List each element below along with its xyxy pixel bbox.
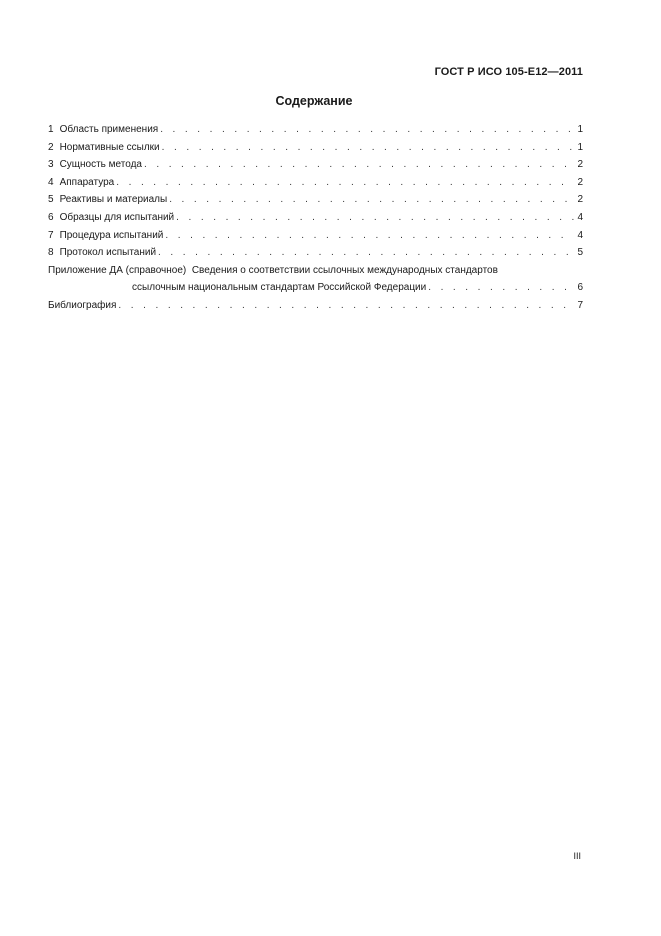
toc-entry-page: 2 <box>577 194 583 206</box>
toc-entry-title: Аппаратура <box>59 176 115 188</box>
toc-entry-title: Образцы для испытаний <box>59 211 175 223</box>
toc-entry-number: 7 <box>48 229 54 241</box>
toc-entry-number: 4 <box>48 176 54 188</box>
toc-entry[interactable] <box>48 174 583 192</box>
toc-entry-title: Сущность метода <box>59 159 142 171</box>
toc-entry-number: 5 <box>48 194 54 206</box>
standard-code-header: ГОСТ Р ИСО 105-Е12—2011 <box>434 66 583 78</box>
toc-entry-number: 6 <box>48 211 54 223</box>
toc-entry-page: 4 <box>577 211 583 223</box>
toc-entry[interactable] <box>48 156 583 174</box>
dot-leader <box>158 244 574 262</box>
bibliography-title: Библиография <box>48 299 117 311</box>
toc-annex-entry-continued[interactable] <box>48 279 583 297</box>
toc-bibliography-entry[interactable] <box>48 297 583 315</box>
toc-entry-title: Протокол испытаний <box>59 247 157 259</box>
toc-entry-page: 1 <box>577 141 583 153</box>
toc-entry[interactable] <box>48 121 583 139</box>
annex-title-line2: ссылочным национальным стандартам Российской Федерации <box>132 282 427 294</box>
dot-leader <box>162 139 575 157</box>
toc-title: Содержание <box>275 94 353 108</box>
annex-title-line1: Сведения о соответствии ссылочных международных стандартов <box>191 264 498 276</box>
toc-entry-title: Нормативные ссылки <box>59 141 160 153</box>
toc-annex-entry[interactable] <box>48 262 583 280</box>
toc-entry-page: 7 <box>577 299 583 311</box>
toc-entry-page: 4 <box>577 229 583 241</box>
dot-leader <box>169 191 574 209</box>
dot-leader <box>160 121 574 139</box>
dot-leader <box>165 227 574 245</box>
toc-entry-number: 2 <box>48 141 54 153</box>
dot-leader <box>176 209 574 227</box>
toc-entry[interactable] <box>48 244 583 262</box>
toc-entry-page: 2 <box>577 159 583 171</box>
toc-entry-page: 5 <box>577 247 583 259</box>
dot-leader <box>118 297 574 315</box>
toc-entry-title: Процедура испытаний <box>59 229 164 241</box>
toc-entry-title: Область применения <box>59 124 159 135</box>
toc-entry[interactable] <box>48 139 583 157</box>
dot-leader <box>428 279 574 297</box>
dot-leader <box>116 174 574 192</box>
toc-entry-page: 6 <box>577 282 583 294</box>
toc-entry-number: 8 <box>48 247 54 259</box>
toc-entry[interactable] <box>48 191 583 209</box>
toc-entry-number: 3 <box>48 159 54 171</box>
table-of-contents <box>48 121 583 315</box>
toc-entry-page: 1 <box>577 124 583 135</box>
toc-entry[interactable] <box>48 209 583 227</box>
annex-label: Приложение ДА (справочное) <box>48 264 187 276</box>
dot-leader <box>144 156 574 174</box>
toc-entry[interactable] <box>48 227 583 245</box>
toc-entry-page: 2 <box>577 176 583 188</box>
page-number: III <box>573 851 581 861</box>
toc-entry-title: Реактивы и материалы <box>59 194 168 206</box>
toc-entry-number: 1 <box>48 124 54 135</box>
